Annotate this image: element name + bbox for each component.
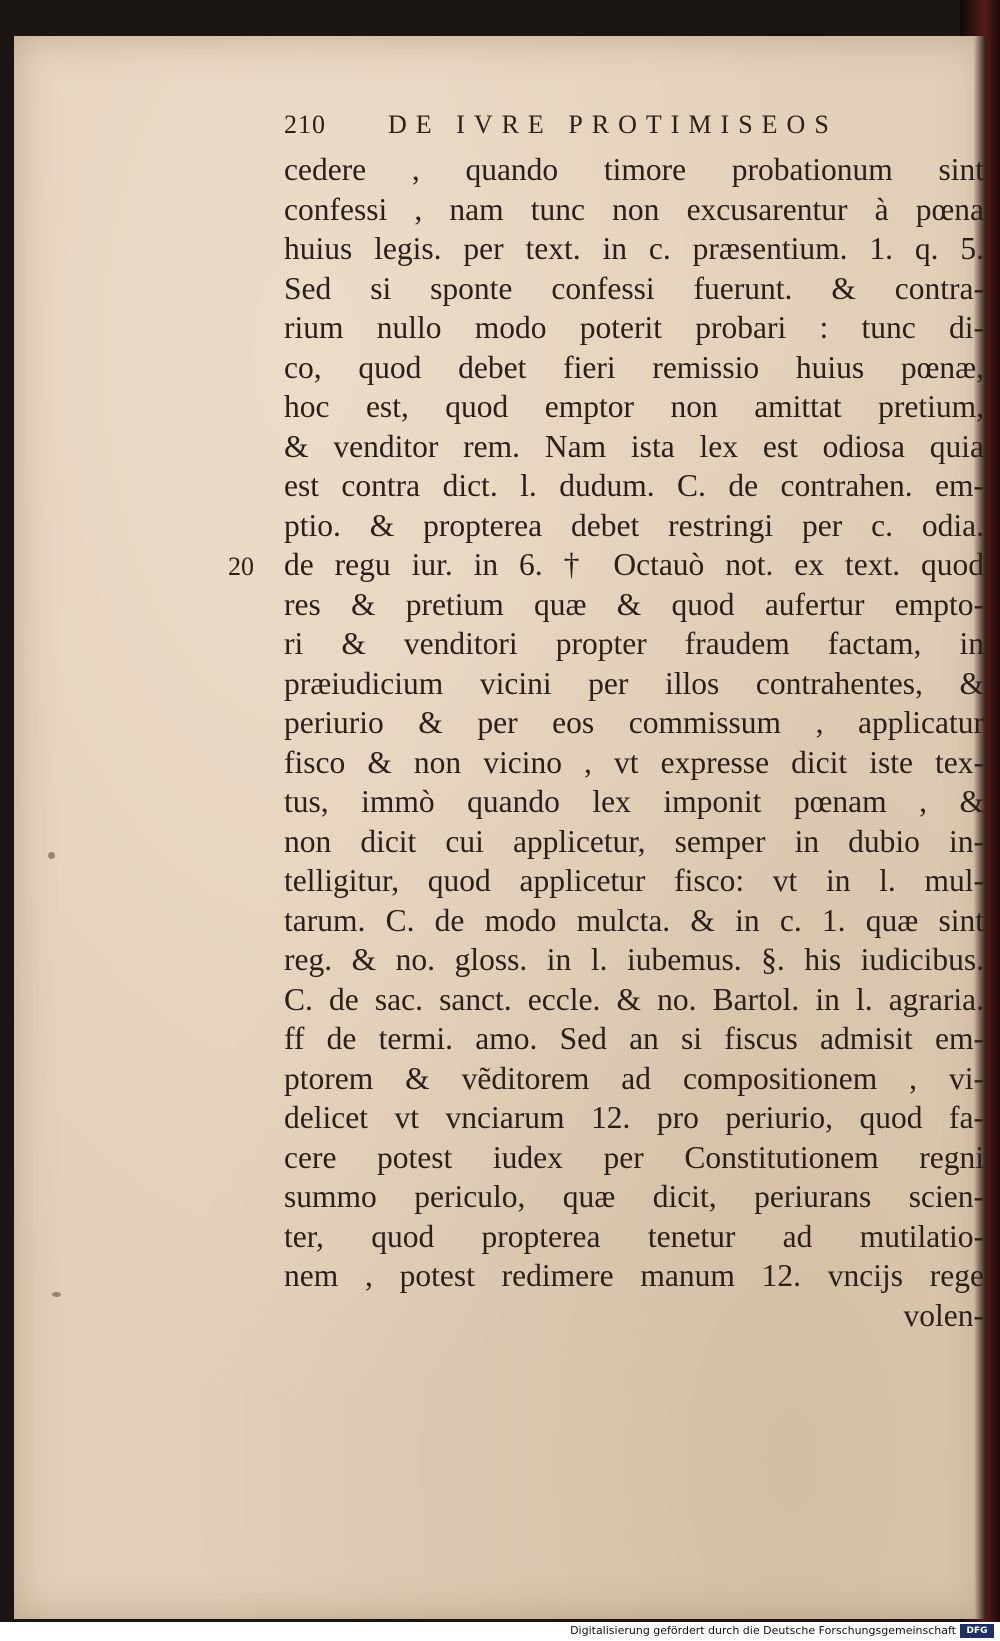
digitization-credit: Digitalisierung gefördert durch die Deutsche Forschungsgemeinschaft	[570, 1624, 956, 1637]
text-line: C. de sac. sanct. eccle. & no. Bartol. in l. agraria.	[284, 981, 984, 1017]
catchword: volen-	[903, 1297, 984, 1333]
text-line: huius legis. per text. in c. præsentium. 1. q. 5.	[284, 231, 984, 266]
text-line: ff de termi. amo. Sed an si fiscus admisit em-	[284, 1021, 984, 1056]
text-line: periurio & per eos commissum , applicatur	[284, 705, 984, 740]
page-number: 210	[284, 110, 326, 139]
text-line: est contra dict. l. dudum. C. de contrahen. em-	[284, 468, 984, 503]
text-line: reg. & no. gloss. in l. iubemus. §. his iudicibus.	[284, 942, 984, 977]
text-line: ter, quod propterea tenetur ad mutilatio-	[284, 1218, 984, 1254]
text-line: tus, immò quando lex imponit pœnam , &	[284, 784, 984, 819]
text-line: non dicit cui applicetur, semper in dubio in-	[284, 823, 984, 859]
ink-spot	[52, 1292, 61, 1297]
text-line: cedere , quando timore probationum sint	[284, 152, 984, 187]
text-line: ptorem & vẽditorem ad compositionem , vi-	[284, 1060, 984, 1096]
text-line: tarum. C. de modo mulcta. & in c. 1. quæ sint	[284, 902, 984, 938]
page-header	[284, 110, 924, 146]
text-line: fisco & non vicino , vt expresse dicit iste tex-	[284, 744, 984, 780]
ink-spot	[48, 852, 55, 859]
text-line: res & pretium quæ & quod aufertur empto-	[284, 586, 984, 622]
text-line: hoc est, quod emptor non amittat pretium,	[284, 389, 984, 424]
page-body-text	[284, 150, 984, 1335]
text-line: delicet vt vnciarum 12. pro periurio, quod fa-	[284, 1100, 984, 1135]
text-line: & venditor rem. Nam ista lex est odiosa quia	[284, 428, 984, 464]
text-line: cere potest iudex per Constitutionem regni	[284, 1139, 984, 1175]
text-line: ri & venditori propter fraudem factam, in	[284, 626, 984, 661]
text-line: summo periculo, quæ dicit, periurans scien-	[284, 1179, 984, 1214]
text-line: Sed si sponte confessi fuerunt. & contra-	[284, 270, 984, 306]
text-line: co, quod debet fieri remissio huius pœnæ,	[284, 349, 984, 385]
running-head: DE IVRE PROTIMISEOS	[388, 110, 838, 139]
text-line: telligitur, quod applicetur fisco: vt in l. mul-	[284, 863, 984, 898]
text-line: rium nullo modo poterit probari : tunc di-	[284, 310, 984, 345]
text-line: nem , potest redimere manum 12. vncijs rege	[284, 1258, 984, 1293]
text-line: ptio. & propterea debet restringi per c. odia.	[284, 507, 984, 543]
text-line: de regu iur. in 6. † Octauò not. ex text. quod	[284, 547, 984, 582]
text-line: confessi , nam tunc non excusarentur à pœna	[284, 191, 984, 227]
margin-section-number: 20	[228, 552, 254, 581]
dfg-logo: DFG	[960, 1624, 994, 1638]
text-line: præiudicium vicini per illos contrahentes, &	[284, 665, 984, 701]
